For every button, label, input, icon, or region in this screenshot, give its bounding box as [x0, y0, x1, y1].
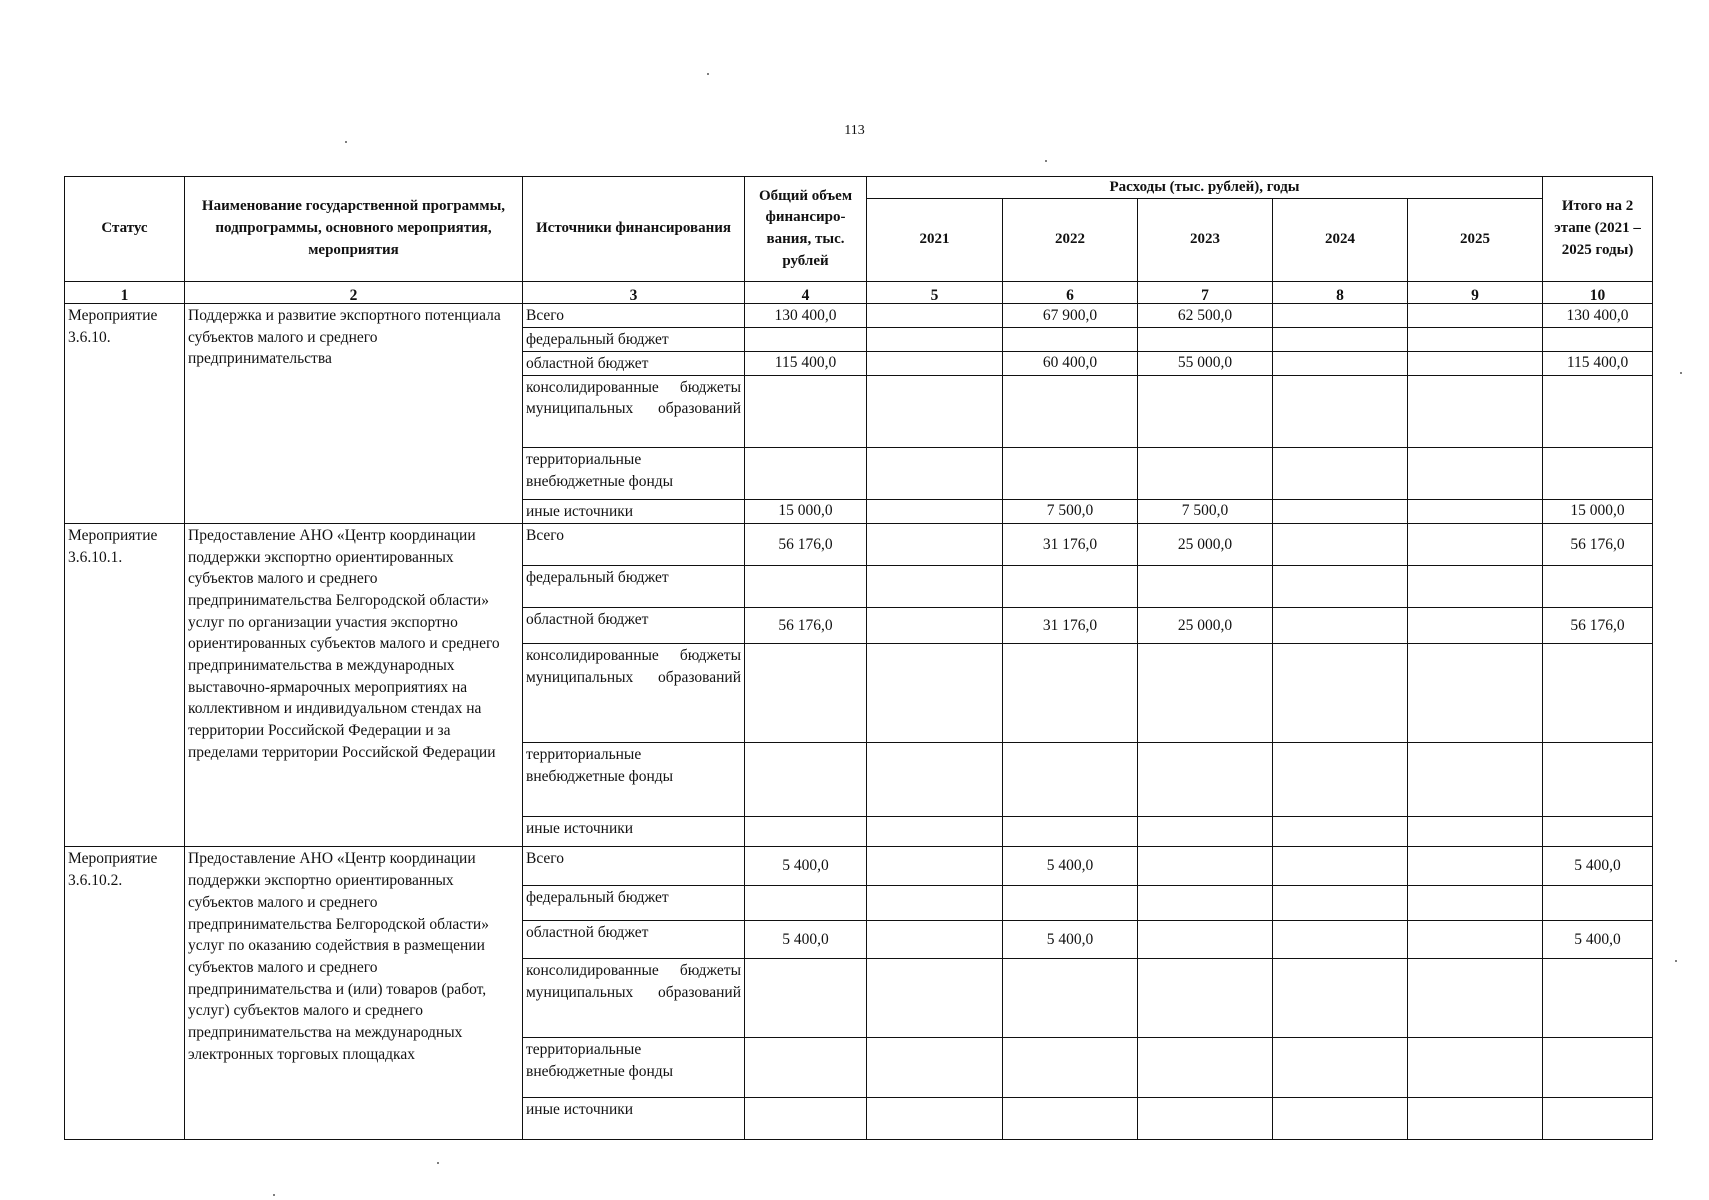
year-2023-cell: [1138, 847, 1273, 885]
year-2023-cell: [1138, 447, 1273, 499]
year-2025-cell: [1408, 847, 1543, 885]
header-name: Наименование государственной программы, подпрограммы, основного мероприятия, мероприятия: [185, 177, 523, 282]
scan-speck: [1675, 960, 1677, 962]
year-2025-cell: [1408, 304, 1543, 328]
year-2022-cell: 60 400,0: [1003, 351, 1138, 375]
scan-speck: [707, 73, 709, 75]
year-2022-cell: [1003, 375, 1138, 447]
stage-total-cell: 56 176,0: [1543, 523, 1653, 565]
header-year: 2024: [1273, 199, 1408, 282]
source-cell: [523, 375, 745, 447]
year-2025-cell: [1408, 608, 1543, 644]
year-2023-cell: [1138, 885, 1273, 920]
year-2022-cell: 5 400,0: [1003, 847, 1138, 885]
header-stage-total: Итого на 2 этапе (2021 – 2025 годы): [1543, 177, 1653, 282]
table-header: [65, 177, 1653, 282]
source-cell: Всего: [523, 523, 745, 565]
year-2022-cell: [1003, 566, 1138, 608]
year-2024-cell: [1273, 920, 1408, 958]
year-2023-cell: [1138, 959, 1273, 1038]
year-2025-cell: [1408, 1097, 1543, 1139]
scan-speck: [345, 141, 347, 143]
total-volume-cell: [745, 447, 867, 499]
year-2024-cell: [1273, 742, 1408, 816]
year-2021-cell: [867, 304, 1003, 328]
year-2023-cell: [1138, 920, 1273, 958]
year-2022-cell: 31 176,0: [1003, 523, 1138, 565]
scan-speck: [1045, 160, 1047, 162]
source-cell: [523, 959, 745, 1038]
header-year: 2021: [867, 199, 1003, 282]
table-body: [65, 282, 1653, 1140]
year-2025-cell: [1408, 742, 1543, 816]
year-2023-cell: 62 500,0: [1138, 304, 1273, 328]
total-volume-cell: 56 176,0: [745, 523, 867, 565]
total-volume-cell: 5 400,0: [745, 920, 867, 958]
year-2021-cell: [867, 817, 1003, 847]
year-2023-cell: 25 000,0: [1138, 608, 1273, 644]
financing-table: [64, 176, 1653, 1140]
column-number: 8: [1273, 282, 1408, 304]
stage-total-cell: 5 400,0: [1543, 847, 1653, 885]
year-2024-cell: [1273, 500, 1408, 524]
measure-name-cell: Предоставление АНО «Центр координации поддержки экспортно ориентированных субъектов малого и среднего предпринимательства Белгородской области» услуг по оказанию содействия в размещении субъектов малого и среднего предпринимательства и (или) товаров (работ, услуг) субъектов малого и среднего предпринимательства на международных электронных торговых площадках: [185, 847, 523, 1140]
year-2022-cell: [1003, 817, 1138, 847]
table-row: [65, 523, 1653, 565]
year-2021-cell: [867, 1097, 1003, 1139]
column-number-row: [65, 282, 1653, 304]
year-2024-cell: [1273, 566, 1408, 608]
year-2025-cell: [1408, 375, 1543, 447]
stage-total-cell: [1543, 566, 1653, 608]
year-2024-cell: [1273, 375, 1408, 447]
stage-total-cell: [1543, 644, 1653, 742]
year-2021-cell: [867, 447, 1003, 499]
stage-total-cell: [1543, 447, 1653, 499]
year-2021-cell: [867, 742, 1003, 816]
stage-total-cell: [1543, 742, 1653, 816]
year-2025-cell: [1408, 566, 1543, 608]
year-2021-cell: [867, 608, 1003, 644]
year-2022-cell: [1003, 447, 1138, 499]
year-2022-cell: [1003, 644, 1138, 742]
year-2021-cell: [867, 920, 1003, 958]
year-2024-cell: [1273, 351, 1408, 375]
scan-speck: [1680, 372, 1682, 374]
stage-total-cell: [1543, 817, 1653, 847]
stage-total-cell: 56 176,0: [1543, 608, 1653, 644]
year-2022-cell: [1003, 885, 1138, 920]
year-2022-cell: [1003, 1097, 1138, 1139]
year-2025-cell: [1408, 523, 1543, 565]
year-2021-cell: [867, 566, 1003, 608]
page-number: 113: [844, 123, 865, 138]
stage-total-cell: 130 400,0: [1543, 304, 1653, 328]
total-volume-cell: [745, 742, 867, 816]
year-2024-cell: [1273, 847, 1408, 885]
year-2022-cell: [1003, 327, 1138, 351]
year-2024-cell: [1273, 447, 1408, 499]
year-2022-cell: 67 900,0: [1003, 304, 1138, 328]
column-number: 2: [185, 282, 523, 304]
year-2022-cell: 5 400,0: [1003, 920, 1138, 958]
source-cell: территориальные внебюджетные фонды: [523, 742, 745, 816]
year-2024-cell: [1273, 885, 1408, 920]
stage-total-cell: 115 400,0: [1543, 351, 1653, 375]
year-2021-cell: [867, 351, 1003, 375]
source-cell: областной бюджет: [523, 608, 745, 644]
year-2021-cell: [867, 523, 1003, 565]
year-2023-cell: [1138, 1097, 1273, 1139]
year-2025-cell: [1408, 817, 1543, 847]
year-2025-cell: [1408, 1038, 1543, 1097]
year-2024-cell: [1273, 1038, 1408, 1097]
source-cell: иные источники: [523, 1097, 745, 1139]
source-cell: территориальные внебюджетные фонды: [523, 447, 745, 499]
year-2023-cell: [1138, 644, 1273, 742]
year-2023-cell: [1138, 327, 1273, 351]
year-2025-cell: [1408, 644, 1543, 742]
year-2021-cell: [867, 500, 1003, 524]
status-cell: Мероприятие 3.6.10.1.: [65, 523, 185, 847]
stage-total-cell: [1543, 1038, 1653, 1097]
year-2024-cell: [1273, 523, 1408, 565]
year-2024-cell: [1273, 608, 1408, 644]
total-volume-cell: [745, 327, 867, 351]
header-expenses: Расходы (тыс. рублей), годы: [867, 177, 1543, 199]
year-2025-cell: [1408, 327, 1543, 351]
header-year: 2022: [1003, 199, 1138, 282]
column-number: 1: [65, 282, 185, 304]
column-number: 5: [867, 282, 1003, 304]
column-number: 6: [1003, 282, 1138, 304]
status-cell: Мероприятие 3.6.10.2.: [65, 847, 185, 1140]
measure-name-cell: Предоставление АНО «Центр координации поддержки экспортно ориентированных субъектов малого и среднего предпринимательства Белгородской области» услуг по организации участия экспортно ориентированных субъектов малого и среднего предпринимательства в международных выставочно-ярмарочных мероприятиях на коллективном и индивидуальном стендах на территории Российской Федерации и за пределами территории Российской Федерации: [185, 523, 523, 847]
total-volume-cell: 130 400,0: [745, 304, 867, 328]
year-2024-cell: [1273, 1097, 1408, 1139]
year-2023-cell: [1138, 742, 1273, 816]
table-row: [65, 847, 1653, 885]
source-cell: федеральный бюджет: [523, 566, 745, 608]
year-2022-cell: 31 176,0: [1003, 608, 1138, 644]
stage-total-cell: [1543, 885, 1653, 920]
total-volume-cell: [745, 1097, 867, 1139]
column-number: 10: [1543, 282, 1653, 304]
column-number: 7: [1138, 282, 1273, 304]
year-2021-cell: [867, 327, 1003, 351]
total-volume-cell: [745, 817, 867, 847]
year-2025-cell: [1408, 959, 1543, 1038]
measure-name-cell: Поддержка и развитие экспортного потенциала субъектов малого и среднего предпринимательства: [185, 304, 523, 524]
year-2021-cell: [867, 1038, 1003, 1097]
header-sources: Источники финансирования: [523, 177, 745, 282]
scan-speck: [437, 1162, 439, 1164]
column-number: 4: [745, 282, 867, 304]
year-2025-cell: [1408, 885, 1543, 920]
year-2024-cell: [1273, 644, 1408, 742]
year-2022-cell: [1003, 959, 1138, 1038]
total-volume-cell: [745, 1038, 867, 1097]
year-2021-cell: [867, 644, 1003, 742]
source-cell: Всего: [523, 304, 745, 328]
stage-total-cell: 5 400,0: [1543, 920, 1653, 958]
year-2023-cell: 25 000,0: [1138, 523, 1273, 565]
stage-total-cell: [1543, 327, 1653, 351]
column-number: 3: [523, 282, 745, 304]
year-2021-cell: [867, 885, 1003, 920]
total-volume-cell: [745, 885, 867, 920]
source-label: консолидированные бюджеты муниципальных образований: [526, 647, 741, 687]
source-cell: Всего: [523, 847, 745, 885]
column-number: 9: [1408, 282, 1543, 304]
year-2022-cell: [1003, 742, 1138, 816]
year-2023-cell: [1138, 817, 1273, 847]
year-2021-cell: [867, 375, 1003, 447]
year-2023-cell: [1138, 375, 1273, 447]
source-cell: областной бюджет: [523, 920, 745, 958]
header-year: 2023: [1138, 199, 1273, 282]
year-2025-cell: [1408, 447, 1543, 499]
header-year: 2025: [1408, 199, 1543, 282]
stage-total-cell: [1543, 1097, 1653, 1139]
year-2024-cell: [1273, 304, 1408, 328]
total-volume-cell: [745, 566, 867, 608]
year-2024-cell: [1273, 959, 1408, 1038]
source-label: консолидированные бюджеты муниципальных образований: [526, 962, 741, 1001]
total-volume-cell: [745, 959, 867, 1038]
year-2025-cell: [1408, 351, 1543, 375]
year-2023-cell: [1138, 566, 1273, 608]
table-row: [65, 304, 1653, 328]
total-volume-cell: 5 400,0: [745, 847, 867, 885]
header-status: Статус: [65, 177, 185, 282]
total-volume-cell: 15 000,0: [745, 500, 867, 524]
status-cell: Мероприятие 3.6.10.: [65, 304, 185, 524]
source-cell: территориальные внебюджетные фонды: [523, 1038, 745, 1097]
source-cell: иные источники: [523, 500, 745, 524]
year-2025-cell: [1408, 500, 1543, 524]
source-label: консолидированные бюджеты муниципальных образований: [526, 378, 741, 418]
total-volume-cell: [745, 644, 867, 742]
year-2021-cell: [867, 959, 1003, 1038]
stage-total-cell: 15 000,0: [1543, 500, 1653, 524]
source-cell: федеральный бюджет: [523, 885, 745, 920]
year-2022-cell: 7 500,0: [1003, 500, 1138, 524]
source-cell: федеральный бюджет: [523, 327, 745, 351]
year-2023-cell: 7 500,0: [1138, 500, 1273, 524]
total-volume-cell: [745, 375, 867, 447]
total-volume-cell: 56 176,0: [745, 608, 867, 644]
stage-total-cell: [1543, 375, 1653, 447]
year-2024-cell: [1273, 817, 1408, 847]
year-2023-cell: 55 000,0: [1138, 351, 1273, 375]
source-cell: [523, 644, 745, 742]
year-2021-cell: [867, 847, 1003, 885]
year-2024-cell: [1273, 327, 1408, 351]
total-volume-cell: 115 400,0: [745, 351, 867, 375]
year-2023-cell: [1138, 1038, 1273, 1097]
year-2022-cell: [1003, 1038, 1138, 1097]
scan-speck: [273, 1194, 275, 1196]
source-cell: иные источники: [523, 817, 745, 847]
stage-total-cell: [1543, 959, 1653, 1038]
header-total-volume: Общий объем финансиро-вания, тыс. рублей: [745, 177, 867, 282]
source-cell: областной бюджет: [523, 351, 745, 375]
year-2025-cell: [1408, 920, 1543, 958]
